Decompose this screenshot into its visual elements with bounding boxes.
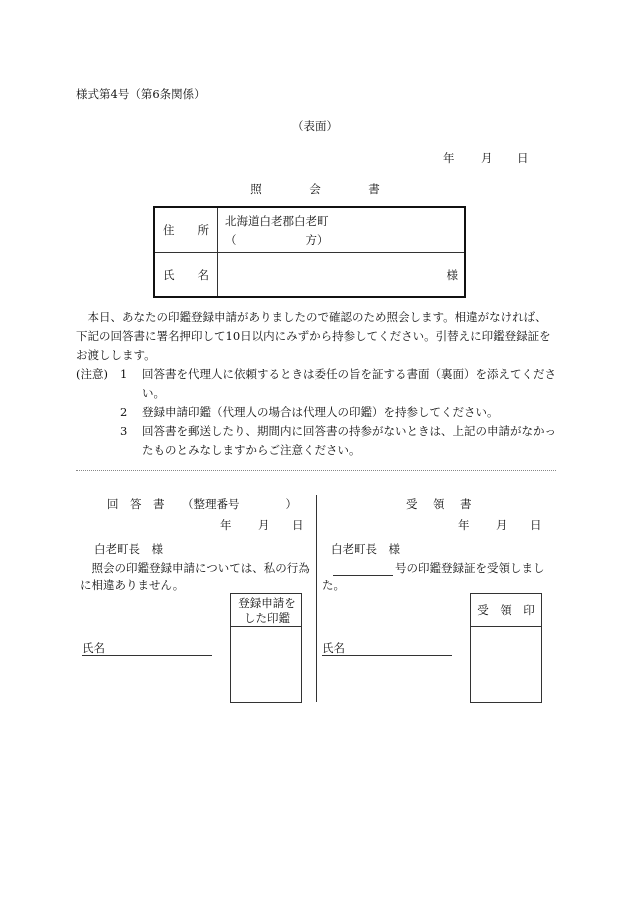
answer-statement: 照会の印鑑登録申請については、私の行為に相違ありません。 — [80, 561, 310, 592]
receipt-statement: 号の印鑑登録証を受領しました。 — [322, 561, 545, 592]
note-number: 2 — [120, 405, 128, 419]
side-label: （表面） — [292, 119, 338, 133]
answer-seal-label: 登録申請をした印鑑 — [238, 596, 296, 625]
answer-date-month: 月 — [258, 518, 270, 532]
date-month: 月 — [481, 151, 493, 165]
answer-name-label: 氏名 — [82, 641, 105, 655]
date-line — [443, 150, 529, 166]
receipt-date-month: 月 — [496, 518, 508, 532]
receipt-seal-sep — [471, 626, 541, 627]
reference-number-label: （整理番号 ） — [182, 497, 297, 511]
note-text: 回答書を代理人に依頼するときは委任の旨を証する書面（裏面）を添えてください。 — [142, 367, 556, 400]
receipt-date-year: 年 — [458, 518, 470, 532]
receipt-name-label: 氏名 — [322, 641, 345, 655]
receipt-signature-line — [322, 655, 452, 656]
answer-seal-sep — [231, 626, 301, 627]
answer-date-day: 日 — [292, 518, 304, 532]
note-text: 回答書を郵送したり、期間内に回答書の持参がないときは、上記の申請がなかったものとみなしますからご注意ください。 — [142, 424, 556, 457]
answer-signature-line — [82, 655, 212, 656]
honorific: 様 — [446, 268, 458, 282]
address-label: 住 所 — [163, 223, 209, 237]
address-box — [153, 206, 466, 298]
document-title: 照 会 書 — [250, 182, 398, 196]
body-paragraph: 本日、あなたの印鑑登録申請がありましたので確認のため照会します。相違がなければ、下記の回答書に署名押印して10日以内にみずから持参してください。引替えに印鑑登録証をお渡しします。 — [76, 310, 551, 362]
receipt-title: 受 領 書 — [406, 497, 474, 511]
answer-addressee: 白老町長 様 — [94, 542, 163, 556]
note-number: 3 — [120, 424, 128, 438]
cut-line — [76, 470, 556, 471]
notes-label: (注意) — [76, 367, 108, 381]
notes-list — [76, 365, 561, 460]
section-divider — [316, 495, 317, 702]
receipt-date — [458, 517, 542, 533]
form-number: 様式第4号（第6条関係） — [76, 87, 206, 101]
address-box-row-divider — [155, 252, 464, 253]
care-of: （ 方） — [225, 233, 329, 247]
receipt-seal-label: 受 領 印 — [477, 603, 535, 617]
receipt-date-day: 日 — [530, 518, 542, 532]
note-item — [76, 422, 561, 460]
note-item — [76, 403, 561, 422]
note-number: 1 — [120, 367, 128, 381]
answer-seal-box — [230, 593, 302, 703]
address-value: 北海道白老郡白老町 — [225, 214, 329, 228]
answer-date — [220, 517, 304, 533]
name-label: 氏 名 — [163, 268, 209, 282]
note-item — [76, 365, 561, 403]
receipt-addressee: 白老町長 様 — [331, 542, 400, 556]
note-text: 登録申請印鑑（代理人の場合は代理人の印鑑）を持参してください。 — [142, 405, 499, 419]
address-box-col-divider — [217, 208, 218, 296]
date-year: 年 — [443, 151, 455, 165]
date-day: 日 — [517, 151, 529, 165]
answer-date-year: 年 — [220, 518, 232, 532]
answer-title: 回 答 書 — [107, 497, 165, 511]
receipt-seal-box — [470, 593, 542, 703]
